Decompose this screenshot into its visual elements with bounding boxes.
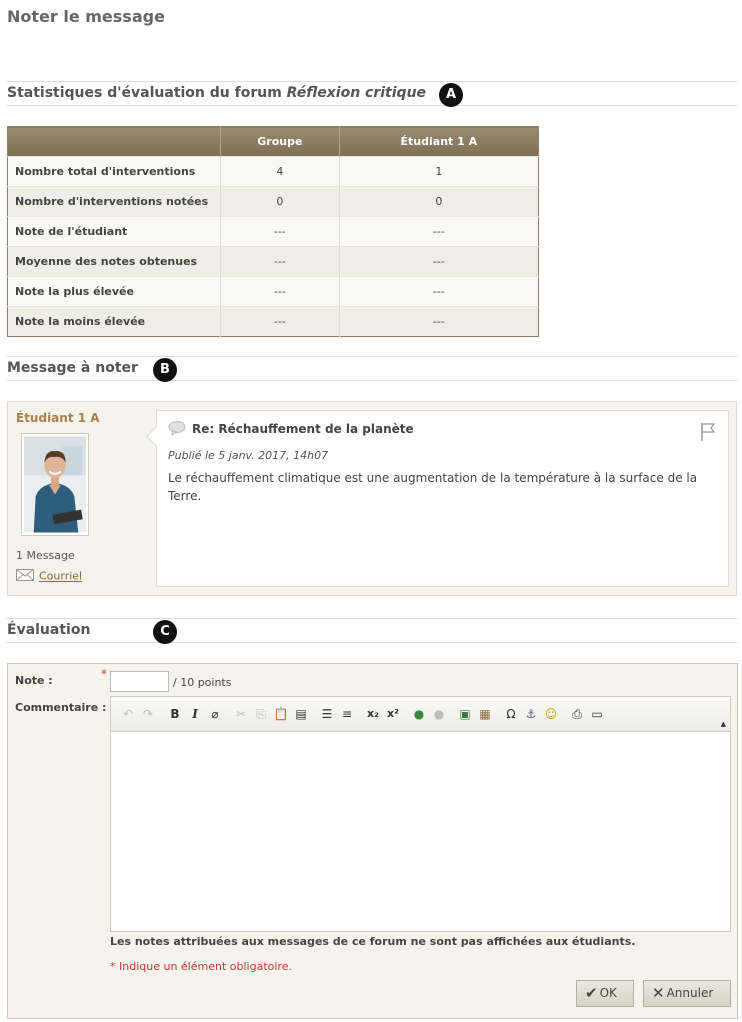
superscript-icon[interactable]: x² <box>387 707 399 720</box>
stats-table <box>7 126 539 337</box>
stats-row-label: Note de l'étudiant <box>8 217 221 247</box>
cancel-button-label: Annuler <box>666 986 714 1000</box>
stats-group-value: --- <box>221 217 340 247</box>
stats-section-title: Statistiques d'évaluation du forum Réflexion critique <box>7 85 427 101</box>
ok-button[interactable] <box>576 980 634 1007</box>
copy-icon[interactable]: ⎘ <box>256 707 266 721</box>
post-title: Re: Réchauffement de la planète <box>192 422 414 436</box>
table-icon[interactable]: ▦ <box>479 707 491 721</box>
flag-icon[interactable] <box>700 422 716 445</box>
student-photo <box>24 436 86 533</box>
marker-c: C <box>153 620 177 644</box>
undo-icon[interactable]: ↶ <box>122 707 134 721</box>
evaluation-section-title: Évaluation <box>7 622 91 638</box>
stats-row-label: Note la plus élevée <box>8 277 221 307</box>
remove-format-icon[interactable]: ⌀ <box>211 707 219 721</box>
required-note: * Indique un élément obligatoire. <box>110 960 292 973</box>
speech-bubble-icon <box>168 421 186 439</box>
stats-row <box>8 157 539 187</box>
link-icon[interactable]: ● <box>413 707 425 721</box>
stats-row-label: Nombre d'interventions notées <box>8 187 221 217</box>
message-block <box>7 401 737 596</box>
editor-toolbar <box>111 697 730 732</box>
stats-group-value: 4 <box>221 157 340 187</box>
smiley-icon[interactable]: ☺ <box>544 707 558 721</box>
stats-col-header <box>8 127 221 157</box>
checkmark-icon: ✔ <box>585 984 598 1002</box>
grade-label: Note : <box>15 674 53 687</box>
stats-section-header <box>7 81 737 106</box>
required-star: * <box>101 667 107 681</box>
image-icon[interactable]: ▣ <box>459 707 471 721</box>
preview-icon[interactable]: ▭ <box>591 707 603 721</box>
stats-student-value: --- <box>339 247 538 277</box>
stats-group-value: 0 <box>221 187 340 217</box>
envelope-icon <box>16 569 34 584</box>
message-section-title: Message à noter <box>7 360 138 376</box>
grades-info-note: Les notes attribuées aux messages de ce forum ne sont pas affichées aux étudiants. <box>110 935 636 948</box>
cut-icon[interactable]: ✂ <box>235 707 247 721</box>
stats-group-value: --- <box>221 307 340 337</box>
stats-row <box>8 217 539 247</box>
numbered-list-icon[interactable]: ≡ <box>341 707 353 721</box>
evaluation-form <box>7 663 738 1019</box>
paste-icon[interactable]: 📋 <box>273 707 289 721</box>
cancel-button[interactable] <box>643 980 731 1007</box>
grade-suffix: / 10 points <box>173 676 232 689</box>
grade-input[interactable] <box>110 671 169 692</box>
special-char-icon[interactable]: Ω <box>506 707 516 721</box>
comment-label: Commentaire : <box>15 701 107 714</box>
unlink-icon[interactable]: ● <box>433 707 445 721</box>
post-body: Le réchauffement climatique est une augmentation de la température à la surface de la Terre. <box>168 471 698 503</box>
post-date: Publié le 5 janv. 2017, 14h07 <box>168 449 329 462</box>
evaluation-section-header <box>7 618 737 643</box>
subscript-icon[interactable]: x₂ <box>367 707 379 720</box>
stats-row-label: Nombre total d'interventions <box>8 157 221 187</box>
stats-row <box>8 307 539 337</box>
forum-name: Réflexion critique <box>286 85 427 101</box>
stats-group-value: --- <box>221 277 340 307</box>
cross-icon: ✕ <box>652 984 665 1002</box>
stats-student-value: --- <box>339 277 538 307</box>
stats-col-header-group: Groupe <box>221 127 340 157</box>
stats-row <box>8 187 539 217</box>
email-link[interactable] <box>16 569 82 584</box>
stats-group-value: --- <box>221 247 340 277</box>
stats-student-value: 1 <box>339 157 538 187</box>
stats-student-value: 0 <box>339 187 538 217</box>
avatar <box>21 433 89 536</box>
stats-col-header-student: Étudiant 1 A <box>339 127 538 157</box>
ok-button-label: OK <box>599 986 617 1000</box>
stats-row-label: Moyenne des notes obtenues <box>8 247 221 277</box>
stats-row <box>8 277 539 307</box>
stats-student-value: --- <box>339 217 538 247</box>
email-link-label[interactable]: Courriel <box>39 569 83 583</box>
stats-row-label: Note la moins élevée <box>8 307 221 337</box>
message-count: 1 Message <box>16 549 75 562</box>
bullet-list-icon[interactable]: ☰ <box>321 707 333 721</box>
page-title: Noter le message <box>7 7 165 26</box>
marker-a: A <box>439 83 463 107</box>
author-name[interactable]: Étudiant 1 A <box>16 411 100 425</box>
stats-header-row <box>8 127 539 157</box>
redo-icon[interactable]: ↷ <box>142 707 154 721</box>
stats-student-value: --- <box>339 307 538 337</box>
paste-word-icon[interactable]: ▤ <box>295 707 307 721</box>
stats-row <box>8 247 539 277</box>
comment-editor[interactable] <box>110 696 731 932</box>
marker-b: B <box>153 358 177 382</box>
print-icon[interactable]: ⎙ <box>572 707 582 721</box>
message-section-header <box>7 356 737 381</box>
bold-icon[interactable]: B <box>170 707 180 721</box>
message-bubble <box>156 410 729 587</box>
italic-icon[interactable]: I <box>192 707 198 721</box>
toolbar-expand-icon[interactable]: ▲ <box>720 720 726 728</box>
anchor-icon[interactable]: ⚓ <box>525 707 537 721</box>
